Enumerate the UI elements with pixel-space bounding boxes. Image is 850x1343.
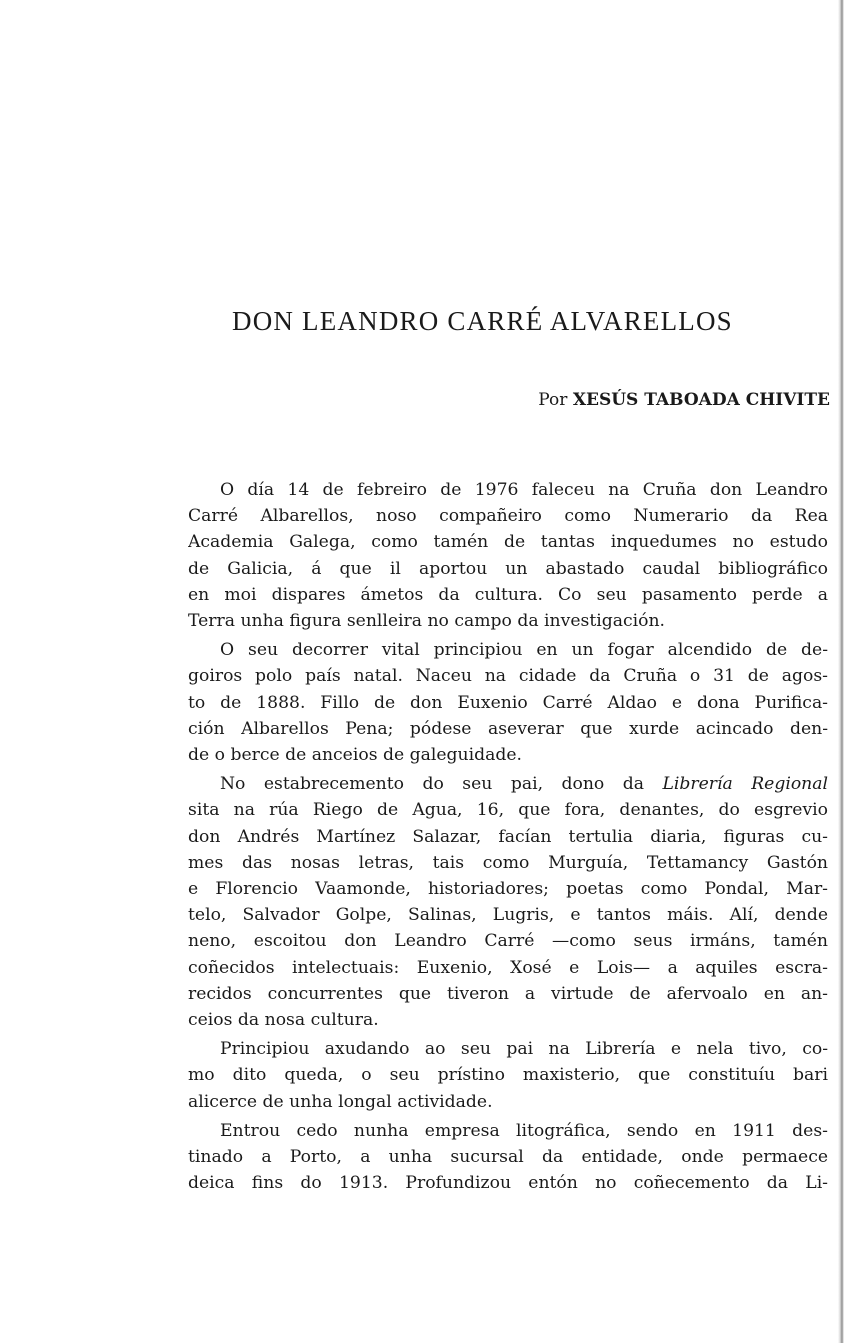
text-line: O seu decorrer vital principiou en un fogar alcendido de de- xyxy=(220,640,828,661)
text-line: Academia Galega, como tamén de tantas inquedumes no estudo xyxy=(188,532,828,553)
text-line: mes das nosas letras, tais como Murguía, Tettamancy Gastón xyxy=(188,852,828,873)
text-line: Carré Albarellos, noso compañeiro como Numerario da Rea xyxy=(188,506,828,527)
text-line: coñecidos intelectuais: Euxenio, Xosé e Lois— a aquiles escra- xyxy=(188,957,828,978)
byline xyxy=(538,390,830,410)
author-name: XESÚS TABOADA CHIVITE xyxy=(572,390,830,410)
text-line: Terra unha figura senlleira no campo da investigación. xyxy=(188,611,665,632)
text-line: Entrou cedo nunha empresa litográfica, sendo en 1911 des- xyxy=(220,1120,828,1141)
paragraph-5 xyxy=(188,1118,828,1197)
text-line: neno, escoitou don Leandro Carré —como seus irmáns, tamén xyxy=(188,931,828,952)
text-line: to de 1888. Fillo de don Euxenio Carré Aldao e dona Purifica- xyxy=(188,692,828,713)
scan-page-edge xyxy=(832,0,850,1343)
paragraph-1 xyxy=(188,477,828,634)
text-line: ceios da nosa cultura. xyxy=(188,1010,379,1031)
text-line: don Andrés Martínez Salazar, facían tertulia diaria, figuras cu- xyxy=(188,826,828,847)
text-line xyxy=(188,771,828,797)
text-line: alicerce de unha longal actividade. xyxy=(188,1091,493,1112)
text-line: ción Albarellos Pena; pódese aseverar que xurde acincado den- xyxy=(188,718,828,739)
text-line: deica fins do 1913. Profundizou entón no coñecemento da Li- xyxy=(188,1173,828,1194)
text-line: goiros polo país natal. Naceu na cidade da Cruña o 31 de agos- xyxy=(188,666,828,687)
article-title: DON LEANDRO CARRÉ ALVARELLOS xyxy=(232,306,733,336)
text-line: sita na rúa Riego de Agua, 16, que fora, denantes, do esgrevio xyxy=(188,800,828,821)
italic-book-title: Librería Regional xyxy=(662,774,828,795)
text-line: Principiou axudando ao seu pai na Librería e nela tivo, co- xyxy=(220,1039,828,1060)
text-line: de o berce de anceios de galeguidade. xyxy=(188,745,522,766)
text-line: e Florencio Vaamonde, historiadores; poetas como Pondal, Mar- xyxy=(188,879,828,900)
paragraph-2 xyxy=(188,637,828,768)
text-line: de Galicia, á que il aportou un abastado caudal bibliográfico xyxy=(188,558,828,579)
article-body xyxy=(188,477,828,1196)
text-line: en moi dispares ámetos da cultura. Co seu pasamento perde a xyxy=(188,584,828,605)
text-fragment: No estabrecemento do seu pai, dono da xyxy=(220,774,663,795)
text-line: recidos concurrentes que tiveron a virtude de afervoalo en an- xyxy=(188,983,828,1004)
text-line: telo, Salvador Golpe, Salinas, Lugris, e tantos máis. Alí, dende xyxy=(188,905,828,926)
paragraph-4 xyxy=(188,1036,828,1115)
text-line: O día 14 de febreiro de 1976 faleceu na Cruña don Leandro xyxy=(220,480,828,500)
text-line: tinado a Porto, a unha sucursal da entidade, onde permaece xyxy=(188,1147,828,1168)
text-line: mo dito queda, o seu prístino maxisterio, que constituíu bari xyxy=(188,1065,828,1086)
byline-prefix: Por xyxy=(538,390,568,410)
paragraph-3 xyxy=(188,771,828,1033)
